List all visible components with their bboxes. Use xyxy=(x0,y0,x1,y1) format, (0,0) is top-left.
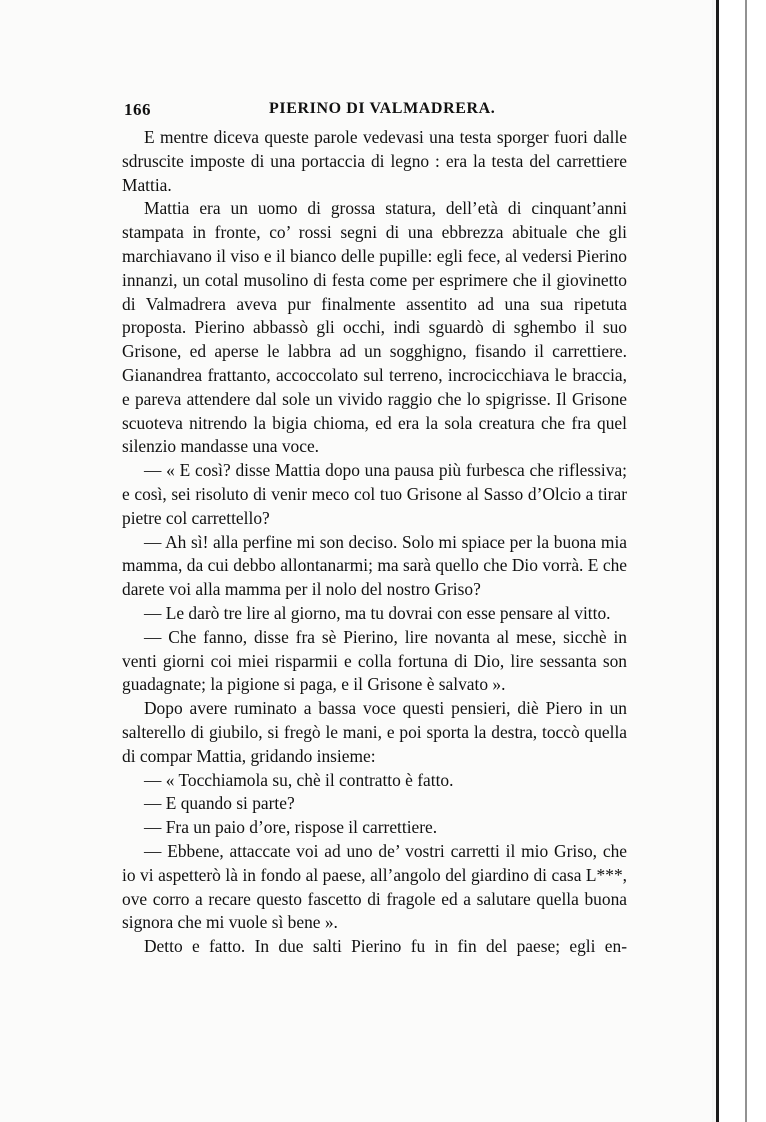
page-number: 166 xyxy=(124,100,151,119)
paragraph: — Fra un paio d’ore, rispose il carrettiere. xyxy=(144,817,438,838)
page-edge-shadow xyxy=(745,0,747,1122)
running-title: PIERINO DI VALMADRERA. xyxy=(269,100,496,117)
page-gutter xyxy=(712,0,766,1122)
body-text xyxy=(122,126,627,959)
paragraph: — « Tocchiamola su, chè il contratto è fatto. xyxy=(144,769,454,790)
paragraph: Dopo avere ruminato a bassa voce questi pensieri, diè Piero in un salterello di giubilo, si fregò le mani, e poi sporta la destra, toccò quella di compar Mattia, gridando insieme: xyxy=(122,698,627,766)
paragraph: Mattia era un uomo di grossa statura, dell’età di cinquant’anni stampata in fronte, co’ rossi segni di una ebbrezza abituale che gli marchiavano il viso e il bianco delle pupille: egli fece, al vedersi Pierino innanzi, un cotal musolino di festa come per esprimere che il giovinetto di Valmadrera aveva pur finalmente assentito ad una sua ripetuta proposta. Pierino abbassò gli occhi, indi sguardò di sghembo il suo Grisone, ed aperse le labbra ad un sogghigno, fisando il carrettiere. Gianandrea frattanto, accoccolato sul terreno, incrocicchiava le braccia, e pareva attendere dal sole un vivido raggio che lo spigrisse. Il Grisone scuoteva nitrendo la bigia chioma, ed era la sola creatura che fra quel silenzio mandasse una voce. xyxy=(122,198,627,457)
paragraph: — Ah sì! alla perfine mi son deciso. Solo mi spiace per la buona mia mamma, da cui debbo allontanarmi; ma sarà quello che Dio vorrà. E che darete voi alla mamma per il nolo del nostro Griso? xyxy=(122,531,627,600)
page-header xyxy=(124,100,628,126)
paragraph: — Ebbene, attaccate voi ad uno de’ vostri carretti il mio Griso, che io vi aspetterò là in fondo al paese, all’angolo del giardino di casa L***, ove corro a recare questo fascetto di fragole ed a salutare quella buona signora che mi vuole sì bene ». xyxy=(122,840,627,933)
page-edge-line xyxy=(716,0,719,1122)
paragraph: — « E così? disse Mattia dopo una pausa più furbesca che riflessiva; e così, sei risoluto di venir meco col tuo Grisone al Sasso d’Olcio a tirar pietre col carrettello? xyxy=(122,460,627,528)
paragraph: — Che fanno, disse fra sè Pierino, lire novanta al mese, sicchè in venti giorni coi miei risparmii e colla fortuna di Dio, lire sessanta son guadagnate; la pigione si paga, e il Grisone è salvato ». xyxy=(122,626,627,695)
paragraph: — E quando si parte? xyxy=(144,793,295,814)
paragraph: Detto e fatto. In due salti Pierino fu in fin del paese; egli en- xyxy=(144,936,627,957)
paragraph: E mentre diceva queste parole vedevasi una testa sporger fuori dalle sdruscite imposte di una portaccia di legno : era la testa del carrettiere Mattia. xyxy=(122,127,627,195)
paragraph: — Le darò tre lire al giorno, ma tu dovrai con esse pensare al vitto. xyxy=(144,602,611,623)
